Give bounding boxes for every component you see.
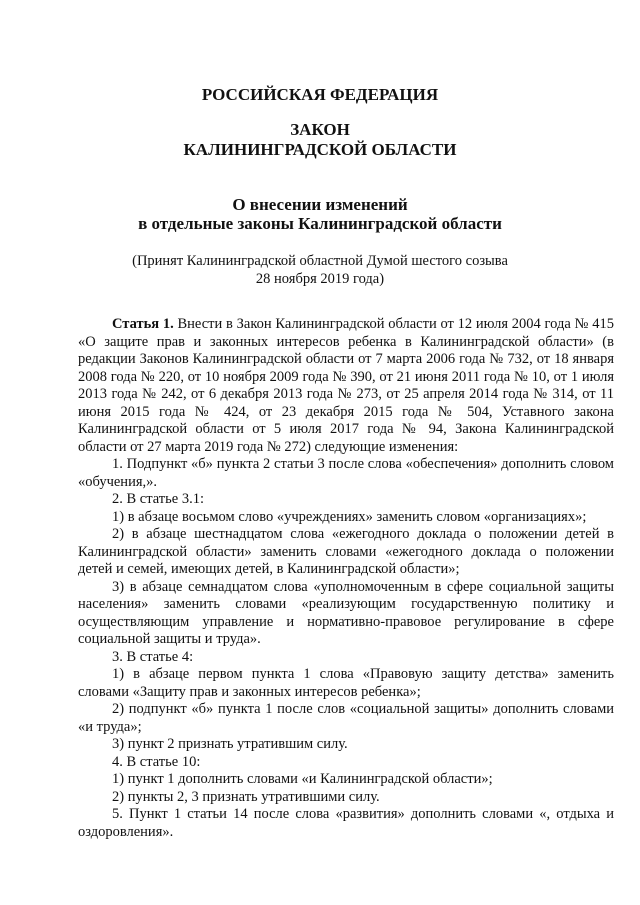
article-1-intro-paragraph	[78, 316, 614, 456]
article-intro-text: Внести в Закон Калининградской области от 12 июля 2004 года № 415 «О защите прав и законных интересов ребенка в Калининградской области» (в редакции Законов Калининградской области от 7 марта 2006 года № 732, от 18 января 2008 года № 220, от 10 ноября 2009 года № 390, от 21 июня 2011 года № 10, от 1 июля 2013 года № 242, от 6 декабря 2013 года № 273, от 25 апреля 2014 года № 314, от 11 июня 2015 года № 424, от 23 декабря 2015 года № 504, Уставного закона Калининградской области от 5 июля 2017 года № 94, Закона Калининградской области от 27 марта 2019 года № 272) следующие изменения:	[78, 316, 615, 455]
list-item: 2. В статье 3.1:	[112, 491, 204, 507]
adoption-note-line-1: (Принят Калининградской областной Думой шестого созыва	[132, 253, 508, 269]
list-item: 2) пункты 2, 3 признать утратившими силу.	[112, 788, 380, 805]
list-item: 3) в абзаце семнадцатом слова «уполномоченным в сфере социальной защиты населения» заменить словами «реализующим государственную политику и осуществляющим управление и нормативно-правовое регулирование в сфере социальной защиты и труда».	[78, 578, 614, 647]
list-item: 5. Пункт 1 статьи 14 после слова «развития» дополнить словами «, отдыха и оздоровления».	[78, 806, 614, 840]
subject-title-line-1: О внесении изменений	[232, 195, 408, 214]
adoption-note-line-2: 28 ноября 2019 года)	[255, 271, 385, 287]
list-item: 3) пункт 2 признать утратившим силу.	[112, 736, 348, 752]
list-item: 2) подпункт «б» пункта 1 после слов «социальной защиты» дополнить словами «и труда»;	[78, 701, 614, 735]
list-item: 3. В статье 4:	[112, 648, 194, 665]
article-label: Статья 1.	[112, 316, 174, 332]
country-heading: РОССИЙСКАЯ ФЕДЕРАЦИЯ	[201, 85, 439, 104]
list-item: 1) пункт 1 дополнить словами «и Калининградской области»;	[112, 771, 493, 787]
list-item: 2) в абзаце шестнадцатом слова «ежегодного доклада о положении детей в Калининградской области» заменить словами «ежегодного доклада о положении детей и семей, имеющих детей, в Калининградской области»;	[78, 526, 614, 577]
article-1-body	[78, 316, 614, 841]
list-item: 1. Подпункт «б» пункта 2 статьи 3 после слова «обеспечения» дополнить словом «обучения,».	[78, 456, 614, 490]
list-item: 4. В статье 10:	[112, 753, 201, 770]
list-item: 1) в абзаце первом пункта 1 слова «Правовую защиту детства» заменить словами «Защиту прав и законных интересов ребенка»;	[78, 666, 614, 700]
subject-title-line-2: в отдельные законы Калининградской области	[138, 214, 502, 233]
list-item: 1) в абзаце восьмом слово «учреждениях» заменить словом «организациях»;	[112, 508, 587, 525]
law-heading: ЗАКОН	[290, 120, 350, 139]
region-heading: КАЛИНИНГРАДСКОЙ ОБЛАСТИ	[183, 140, 457, 159]
